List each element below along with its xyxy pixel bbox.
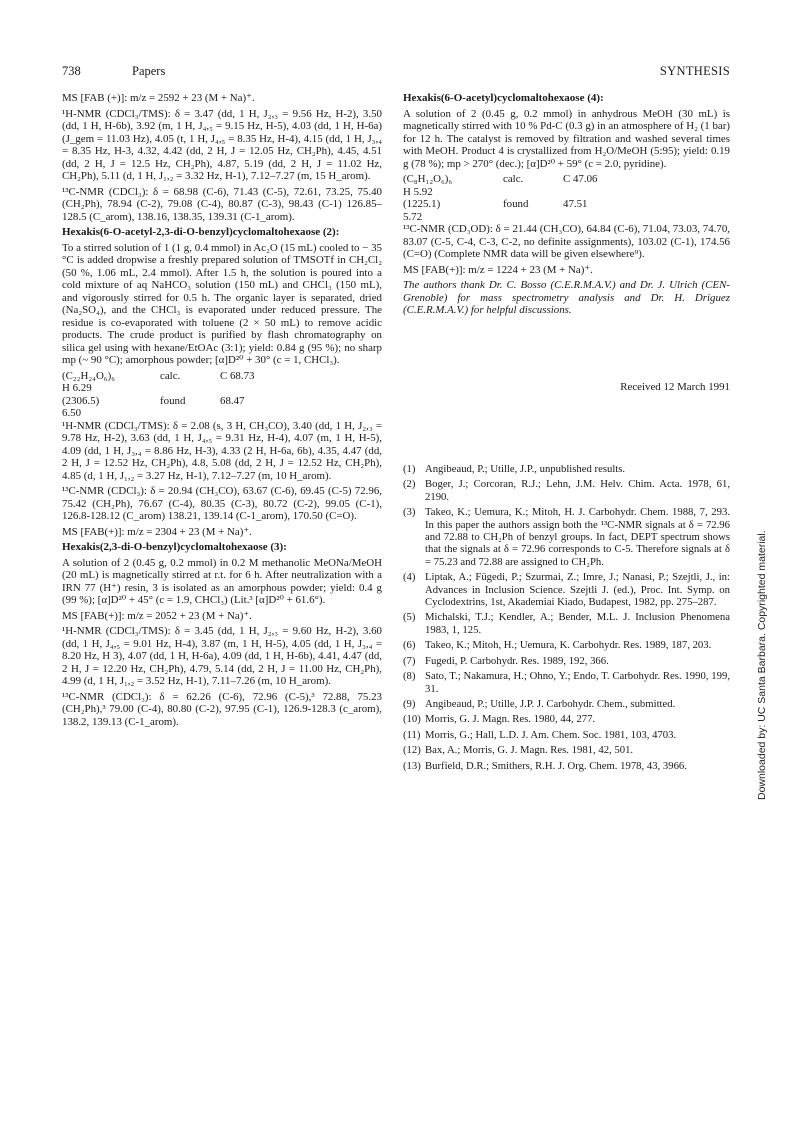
reference-number: (8) bbox=[403, 670, 416, 683]
reference-text: Takeo, K.; Mitoh, H.; Uemura, K. Carbohydr. Res. 1989, 187, 203. bbox=[425, 639, 712, 652]
paragraph: ¹³C-NMR (CDCl₃): δ = 68.98 (C-6), 71.43 (C-5), 72.61, 73.25, 75.40 (CH₂Ph), 78.94 (C-2), 79.08 (C-4), 80.87 (C-3), 98.43 (C-1) 126.85–128.5 (C_arom), 138.16, 138.35, 139.31 (C-1_arom). bbox=[62, 185, 382, 223]
elemental-analysis-cell: 68.47 bbox=[220, 394, 245, 407]
reference-text: Fugedi, P. Carbohydr. Res. 1989, 192, 366. bbox=[425, 654, 609, 667]
reference-number: (6) bbox=[403, 639, 416, 652]
acknowledgement: The authors thank Dr. C. Bosso (C.E.R.M.A.V.) and Dr. J. Ulrich (CEN-Grenoble) for mass spectrometry analysis and Dr. H. Driguez (C.E.R.M.A.V.) for helpful discussions. bbox=[403, 279, 730, 316]
reference-item bbox=[403, 760, 730, 772]
reference-text: Morris, G. J. Magn. Res. 1980, 44, 277. bbox=[425, 713, 596, 726]
elemental-analysis-cell: C 68.73 bbox=[220, 369, 255, 382]
reference-text: Takeo, K.; Uemura, K.; Mitoh, H. J. Carbohydr. Chem. 1988, 7, 293. In this paper the authors assign both the ¹³C-NMR signals at δ = 72.96 and 72.88 to CH₂Ph of benzyl groups. In fact, DEPT spectrum shows that the signals at δ = 72.96 corresponds to C-5. Therefore signals at δ = 75.23 and 72.88 are assigned to CH₂Ph. bbox=[425, 506, 730, 568]
reference-item bbox=[403, 655, 730, 667]
page-header bbox=[62, 64, 730, 82]
elemental-analysis-cell: 47.51 bbox=[563, 198, 588, 210]
reference-item bbox=[403, 506, 730, 568]
paragraph: MS [FAB(+)]: m/z = 2052 + 23 (M + Na)⁺. bbox=[62, 609, 252, 622]
elemental-analysis-cell: C 47.06 bbox=[563, 173, 598, 185]
reference-text: Bax, A.; Morris, G. J. Magn. Res. 1981, 42, 501. bbox=[425, 744, 634, 757]
paragraph: A solution of 2 (0.45 g, 0.2 mmol) in anhydrous MeOH (30 mL) is magnetically stirred with 10 % Pd-C (0.3 g) in an atmosphere of H₂ (1 bar) for 12 h. The catalyst is removed by filtration and washed several times with MeOH. Product 4 is crystallized from H₂O/MeOH (5:95); yield: 0.19 g (78 %); mp > 270° (dec.); [α]D²⁰ + 59° (c = 2.0, pyridine). bbox=[403, 107, 730, 170]
elemental-analysis-row bbox=[62, 370, 382, 395]
reference-item bbox=[403, 670, 730, 695]
elemental-analysis-cell: (1225.1) bbox=[403, 198, 441, 210]
elemental-analysis-row bbox=[62, 395, 382, 420]
received-date: Received 12 March 1991 bbox=[620, 380, 730, 393]
references-list bbox=[403, 463, 730, 772]
reference-number: (2) bbox=[403, 478, 416, 491]
elemental-analysis-cell: 6.50 bbox=[62, 407, 82, 419]
reference-item bbox=[403, 611, 730, 636]
reference-item bbox=[403, 744, 730, 756]
paragraph: ¹H-NMR (CDCl₃/TMS): δ = 3.45 (dd, 1 H, J₂,₃ = 9.60 Hz, H-2), 3.60 (dd, 1 H, J₄,₅ = 9.01 Hz, H-4), 3.87 (m, 1 H, H-5), 4.05 (dd, 1 H, J₃,₄ = 8.20 Hz, H 3), 4.07 (dd, 1 H, H-6a), 4.09 (dd, 1 H, H-6b), 4.41, 4.47 (dd, 2 H, J = 12.20 Hz, CH₂Ph), 4.79, 5.14 (dd, 2 H, J = 11.00 Hz, CH₂Ph), 4.99 (d, 1 H, J₁,₂ = 3.52 Hz, H-1), 7.11–7.26 (m, 10 H_arom). bbox=[62, 625, 382, 687]
paragraph: ¹³C-NMR (CD₃OD): δ = 21.44 (CH₃CO), 64.84 (C-6), 71.04, 73.03, 74.70, 83.07 (C-5, C-4, C-3, C-2, no definite assignments), 103.02 (C-1), 174.56 (C=O) (Complete NMR data will be given elsewhere⁹). bbox=[403, 223, 730, 260]
left-column bbox=[62, 92, 382, 731]
elemental-analysis-cell: H 6.29 bbox=[62, 382, 92, 394]
elemental-analysis-cell: H 5.92 bbox=[403, 185, 433, 198]
section-name: Papers bbox=[132, 64, 166, 78]
reference-number: (1) bbox=[403, 463, 416, 475]
paragraph: ¹H-NMR (CDCl₃/TMS): δ = 3.47 (dd, 1 H, J₂,₃ = 9.56 Hz, H-2), 3.50 (dd, 1 H, H-6b), 3.92 (m, 1 H, J₄,₅ = 9.15 Hz, H-5), 4.03 (dd, 1 H, H-6a) (J_gem = 11.03 Hz), 4.05 (t, 1 H, J₄,₅ = 8.35 Hz, H-4), 4.15 (dd, 1 H, J₃,₄ = 8.35 Hz, H-3, 4.32, 4.42 (dd, 2 H, J = 12.05 Hz, CH₂Ph), 4.45, 4.51 (dd, 2 H, J = 12.5 Hz, CH₂Ph), 4.87, 5.19 (dd, 2 H, J = 11.02 Hz, CH₂Ph), 5.11 (d, 1 H, J₁,₂ = 3.32 Hz, H-1), 7.12–7.27 (m, 15 H_arom). bbox=[62, 107, 382, 182]
reference-text: Angibeaud, P.; Utille, J.P., unpublished results. bbox=[425, 463, 626, 475]
reference-item bbox=[403, 639, 730, 651]
reference-item bbox=[403, 698, 730, 710]
reference-text: Angibeaud, P.; Utille, J.P. J. Carbohydr. Chem., submitted. bbox=[425, 697, 676, 710]
reference-item bbox=[403, 571, 730, 608]
reference-number: (5) bbox=[403, 611, 416, 624]
reference-number: (11) bbox=[403, 728, 421, 741]
elemental-analysis-row bbox=[403, 198, 730, 223]
right-column bbox=[403, 92, 730, 775]
reference-number: (12) bbox=[403, 744, 421, 757]
compound-heading: Hexakis(6-O-acetyl)cyclomaltohexaose (4): bbox=[403, 92, 604, 104]
elemental-analysis-cell: found bbox=[503, 198, 529, 210]
reference-text: Liptak, A.; Fügedi, P.; Szurmai, Z.; Imre, J.; Nanasi, P.; Szejtli, J., in: Advances in Inclusion Science. Szejtli J. (ed.), Proc. Int. Symp. on Cyclodextrins, 1st, Akademiai Kiado, Budapest, 1982, pp. 275–287. bbox=[425, 571, 730, 609]
paragraph: ¹H-NMR (CDCl₃/TMS): δ = 2.08 (s, 3 H, CH₃CO), 3.40 (dd, 1 H, J₂,₃ = 9.78 Hz, H-2), 3.63 (dd, 1 H, J₄,₅ = 9.31 Hz, H-4), 4.07 (m, 1 H, H-5), 4.09 (dd, 1 H, J₃,₄ = 8.86 Hz, H-3), 4.33 (2 H, H-6a, 6b), 4.35, 4.47 (dd, 2 H, J = 12.52 Hz, CH₂Ph), 4.8, 5.08 (dd, 2 H, J = 12.52 Hz, CH₂Ph), 4.85 (d, 1 H, J₁,₂ = 3.27 Hz, H-1), 7.12–7.27 (m, 10 H_arom). bbox=[62, 419, 382, 482]
reference-number: (4) bbox=[403, 571, 416, 584]
reference-item bbox=[403, 478, 730, 503]
reference-number: (13) bbox=[403, 759, 421, 772]
elemental-analysis-cell: (2306.5) bbox=[62, 394, 100, 407]
reference-number: (3) bbox=[403, 506, 416, 519]
elemental-analysis-cell: (C₂₂H₂₄O₆)₆ bbox=[62, 369, 116, 382]
reference-item bbox=[403, 463, 730, 475]
download-notice-text: Downloaded by: UC Santa Barbara. Copyrighted material. bbox=[756, 530, 768, 800]
reference-text: Michalski, T.J.; Kendler, A.; Bender, M.L. J. Inclusion Phenomena 1983, 1, 125. bbox=[425, 611, 730, 636]
elemental-analysis-row bbox=[403, 173, 730, 198]
reference-text: Boger, J.; Corcoran, R.J.; Lehn, J.M. Helv. Chim. Acta. 1978, 61, 2190. bbox=[425, 478, 730, 503]
elemental-analysis-cell: (C₈H₁₂O₆)₆ bbox=[403, 173, 453, 185]
reference-item bbox=[403, 729, 730, 741]
reference-number: (9) bbox=[403, 697, 416, 710]
reference-number: (10) bbox=[403, 713, 421, 726]
reference-number: (7) bbox=[403, 654, 416, 667]
download-notice bbox=[756, 300, 776, 800]
reference-text: Morris, G.; Hall, L.D. J. Am. Chem. Soc. 1981, 103, 4703. bbox=[425, 728, 677, 741]
page-number: 738 bbox=[62, 64, 81, 78]
paragraph: ¹³C-NMR (CDCl₃): δ = 20.94 (CH₃CO), 63.67 (C-6), 69.45 (C-5) 72.96, 75.42 (CH₂Ph), 76.67 (C-4), 80.35 (C-3), 80.72 (C-2), 99.05 (C-1), 126.8-128.12 (C_arom) 138.21, 139.14 (C-1_arom), 170.50 (C=O). bbox=[62, 485, 382, 522]
elemental-analysis-cell: 5.72 bbox=[403, 210, 423, 223]
right-column-text bbox=[403, 92, 730, 317]
paragraph: MS [FAB(+)]: m/z = 2304 + 23 (M + Na)⁺. bbox=[62, 525, 252, 538]
paragraph: ¹³C-NMR (CDCl₃): δ = 62.26 (C-6), 72.96 (C-5),³ 72.88, 75.23 (CH₂Ph),³ 79.00 (C-4), 80.80 (C-2), 97.95 (C-1), 126.9-128.3 (c_arom), 138.2, 139.13 (C-1_arom). bbox=[62, 690, 382, 728]
elemental-analysis-cell: found bbox=[160, 394, 186, 407]
compound-heading: Hexakis(6-O-acetyl-2,3-di-O-benzyl)cyclomaltohexaose (2): bbox=[62, 226, 340, 238]
reference-text: Burfield, D.R.; Smithers, R.H. J. Org. Chem. 1978, 43, 3966. bbox=[425, 759, 687, 772]
compound-heading: Hexakis(2,3-di-O-benzyl)cyclomaltohexaose (3): bbox=[62, 541, 287, 553]
paragraph: MS [FAB (+)]: m/z = 2592 + 23 (M + Na)⁺. bbox=[62, 92, 255, 104]
reference-item bbox=[403, 713, 730, 725]
journal-name: SYNTHESIS bbox=[659, 64, 730, 78]
paragraph: MS [FAB(+)]: m/z = 1224 + 23 (M + Na)⁺. bbox=[403, 263, 593, 276]
paragraph: To a stirred solution of 1 (1 g, 0.4 mmol) in Ac₂O (15 mL) cooled to − 35 °C is added dropwise a freshly prepared solution of TMSOTf in CH₂Cl₂ (50 %, 1.06 mL, 2.4 mmol). After 1.5 h, the solution is poured into a cold mixture of aq NaHCO₃ solution (150 mL) and CHCl₃ (150 mL), and vigorously stirred for 0.5 h. The organic layer is separated, dried (Na₂SO₄), and the CHCl₃ is evaporated under reduced pressure. The residue is co-evaporated with toluene (2 × 50 mL) to remove acidic products. The crude product is purified by flash chromatography on silica gel using with hexane/EtOAc (3:1); yield: 0.84 g (95 %); no sharp mp (~ 90 °C); amorphous powder; [α]D²⁰ + 30° (c = 1, CHCl₃). bbox=[62, 241, 382, 366]
elemental-analysis-cell: calc. bbox=[160, 369, 181, 382]
elemental-analysis-cell: calc. bbox=[503, 173, 524, 185]
reference-text: Sato, T.; Nakamura, H.; Ohno, Y.; Endo, T. Carbohydr. Res. 1990, 199, 31. bbox=[425, 670, 730, 695]
paragraph: A solution of 2 (0.45 g, 0.2 mmol) in 0.2 M methanolic MeONa/MeOH (20 mL) is magnetically stirred at r.t. for 6 h. After neutralization with a IRN 77 (H⁺) resin, 3 is isolated as an amorphous powder; yield: 0.4 g (99 %); [α]D²⁰ + 45° (c = 1.9, CHCl₃) (Lit.³ [α]D²⁰ + 61.6°). bbox=[62, 556, 382, 606]
